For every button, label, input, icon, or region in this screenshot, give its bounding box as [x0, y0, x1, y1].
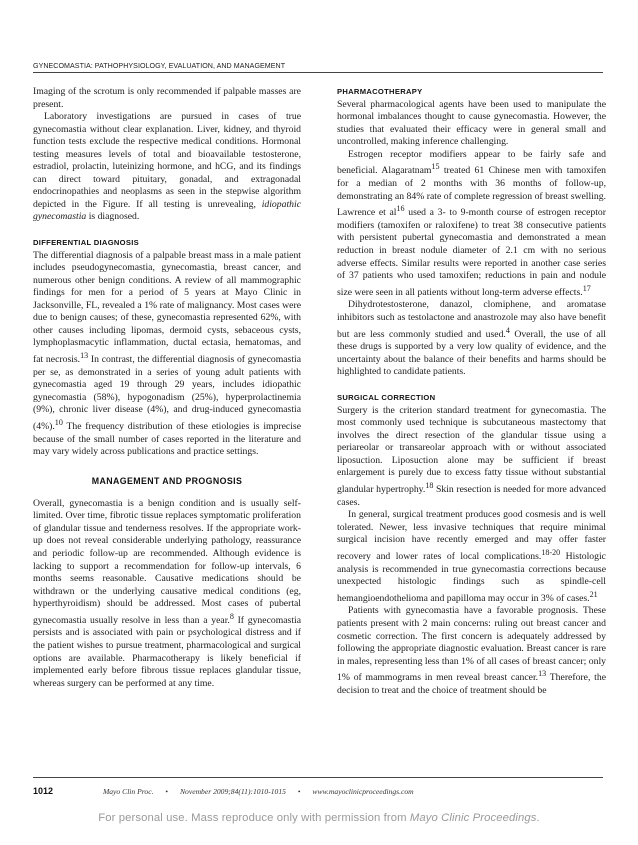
section-heading-management: MANAGEMENT AND PROGNOSIS: [91, 475, 243, 486]
subheading-differential-diagnosis: DIFFERENTIAL DIAGNOSIS: [33, 238, 140, 248]
permission-notice: For personal use. Mass reproduce only with permission from Mayo Clinic Proceedings.: [98, 812, 540, 824]
citation-ref: 18: [425, 480, 434, 490]
journal-url[interactable]: www.mayoclinicproceedings.com: [312, 787, 414, 796]
right-column: [337, 86, 606, 697]
citation-ref: 13: [538, 669, 547, 679]
page-number: 1012: [33, 786, 54, 796]
citation-ref: 21: [589, 589, 598, 599]
paragraph: In general, surgical treatment produces good cosmesis and is well tolerated. Newer, less invasive techniques that require minimal surgical incision have recently emerged and may offer faster recovery and lower rates of local complications.$^{18-20}$ Histologic analysis is recommended in true gynecomastia corrections because unexpected histologic findings such as spindle-cell hemangioendothelioma and papilloma may occur in 3% of cases.$^{21}$: [337, 509, 606, 604]
running-header: GYNECOMASTIA: PATHOPHYSIOLOGY, EVALUATION, AND MANAGEMENT: [33, 62, 286, 70]
issue-info: November 2009;84(11):1010-1015: [179, 787, 286, 796]
citation-ref: 18-20: [541, 547, 561, 557]
citation-ref: 10: [54, 417, 63, 427]
citation-ref: 8: [229, 611, 234, 621]
citation-ref: 16: [396, 204, 405, 214]
paragraph: Estrogen receptor modifiers appear to be fairly safe and beneficial. Alagaratnam$^{15}$ treated 61 Chinese men with tamoxifen for a median of 2 months with 36 months of follow-up, demonstrating an 84% rate of complete regression of breast swelling. Lawrence et $al^{16}$ used a 3- to 9-month course of estrogen receptor modifiers (tamoxifen or raloxifene) to treat 38 consecutive patients with persistent pubertal gynecomastia and demonstrated a mean reduction in breast nodule diameter of 2.1 cm with no serious adverse effects. Similar results were reported in another case series of 37 patients who used tamoxifen; reductions in pain and nodule size were seen in all patients without long-term adverse effects.$^{17}$: [337, 148, 606, 298]
paragraph: Laboratory investigations are pursued in cases of true gynecomastia without clear explanation. Liver, kidney, and thyroid function tests exclude the respective medical conditions. Hormonal testing measures levels of total and bioavailable testosterone, estradiol, prolactin, luteinizing hormone, and hCG, and its findings can direct toward pituitary, gonadal, and extragonadal endocrinopathies and neoplasms as seen in the stepwise algorithm depicted in the Figure. If all testing is unrevealing, idiopathic gynecomastia is diagnosed.: [33, 111, 301, 223]
header-rule: [33, 72, 603, 73]
left-column: [33, 86, 301, 690]
paragraph: The differential diagnosis of a palpable breast mass in a male patient includes pseudogynecomastia, gynecomastia, breast cancer, and numerous other benign conditions. A review of all mammographic findings for men for a period of 5 years at Mayo Clinic in Jacksonville, FL, revealed a 1% rate of malignancy. Most cases were due to benign causes; of these, gynecomastia represented 62%, with other causes including lipomas, dermoid cysts, sebaceous cysts, lymphoplasmacytic inflammation, ductal ectasia, hematomas, and fat necrosis.$^{13}$ In contrast, the differential diagnosis of gynecomastia per se, as demonstrated in a series of young adult patients with gynecomastia aged 19 through 29 years, includes idiopathic gynecomastia (58%), hypogonadism (25%), hyperprolactinemia (9%), chronic liver disease (4%), and drug-induced gynecomastia (4%).$^{10}$ The frequency distribution of these etiologies is imprecise because of the small number of cases reported in the literature and may vary widely across publications and practice settings.: [33, 249, 301, 458]
citation-ref: 4: [505, 325, 510, 335]
page-footer: [33, 786, 603, 796]
paragraph: Several pharmacological agents have been used to manipulate the hormonal imbalances thought to cause gynecomastia. However, the studies that evaluated their efficacy were in general small and uncontrolled, making inference challenging.: [337, 98, 606, 148]
subheading-surgical-correction: SURGICAL CORRECTION: [337, 392, 436, 402]
paragraph: Surgery is the criterion standard treatment for gynecomastia. The most commonly used technique is subcutaneous mastectomy that involves the direct resection of the glandular tissue using a periareolar or transareolar approach with or without associated liposuction. Liposuction alone may be sufficient if breast enlargement is purely due to excess fatty tissue without substantial glandular hypertrophy.$^{18}$ Skin resection is needed for more advanced cases.: [337, 404, 606, 508]
paragraph: Imaging of the scrotum is only recommended if palpable masses are present.: [33, 86, 301, 110]
paragraph: Dihydrotestosterone, danazol, clomiphene, and aromatase inhibitors such as testolactone and anastrozole may also have benefit but are less commonly studied and used.$^4$ Overall, the use of all these drugs is supported by a very low quality of evidence, and the uncertainty about the balance of their benefits and harms should be highlighted to candidate patients.: [337, 299, 606, 378]
journal-citation: Mayo Clin Proc.: [102, 787, 154, 796]
citation-ref: 15: [431, 162, 440, 172]
footer-bullet: •: [297, 787, 301, 796]
paragraph: Overall, gynecomastia is a benign condition and is usually self-limited. Over time, fibrotic tissue replaces symptomatic proliferation of glandular tissue and tenderness resolves. If the appropriate work-up does not reveal considerable underlying pathology, reassurance and periodic follow-up are recommended. Although evidence is lacking to support a recommendation for follow-up intervals, 6 months seems reasonable. Causative medications should be withdrawn or the underlying causative medical conditions (eg, hyperthyroidism) should be addressed. Most cases of pubertal gynecomastia usually resolve in less than a year.$^8$ If gynecomastia persists and is associated with pain or psychological distress and if the patient wishes to pursue treatment, pharmacological and surgical options are available. Pharmacotherapy is likely beneficial if implemented early before fibrous tissue replaces glandular tissue, whereas surgery can be performed at any time.: [33, 497, 301, 689]
citation-ref: 17: [582, 283, 591, 293]
footer-bullet: •: [165, 787, 169, 796]
paragraph: Patients with gynecomastia have a favorable prognosis. These patients present with 2 main concerns: ruling out breast cancer and cosmetic correction. The first concern is adequately addressed by following the appropriate diagnostic evaluation. Breast cancer is rare in males, representing less than 1% of all cases of breast cancer; only 1% of mammograms in men reveal breast cancer.$^{13}$ Therefore, the decision to treat and the choice of treatment should be: [337, 605, 606, 696]
citation-ref: 13: [80, 350, 89, 360]
subheading-pharmacotherapy: PHARMACOTHERAPY: [337, 87, 423, 96]
footer-rule: [33, 777, 603, 778]
